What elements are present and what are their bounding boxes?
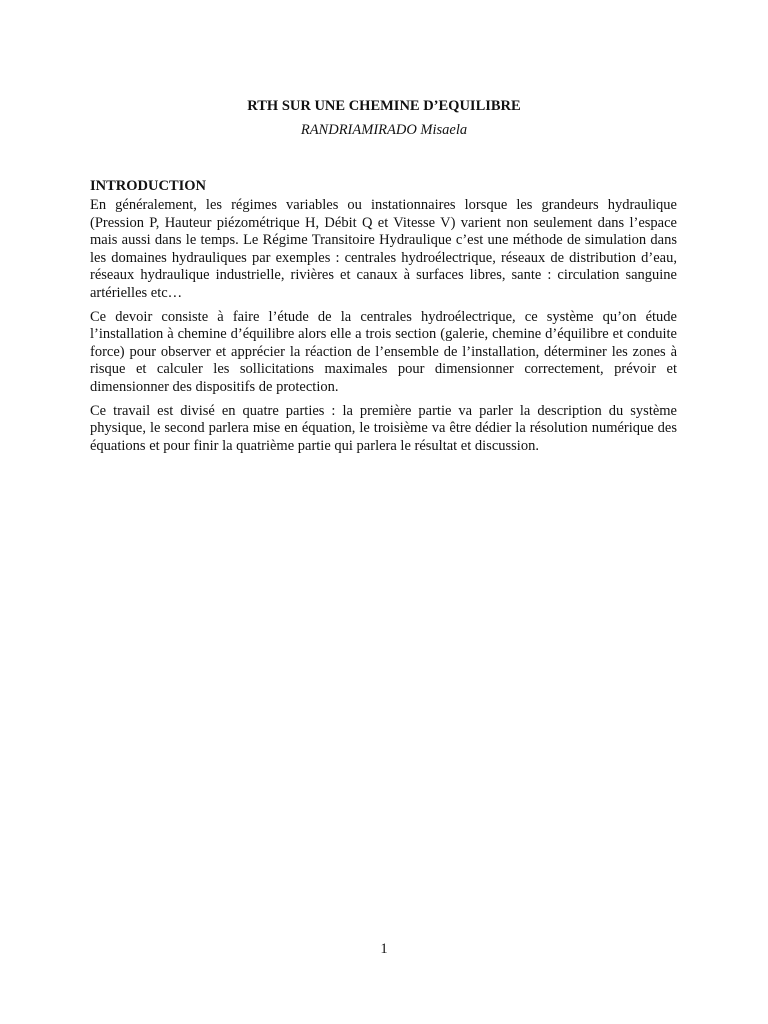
paragraph-1: En généralement, les régimes variables ou instationnaires lorsque les grandeurs hydraulique (Pression P, Hauteur piézométrique H, Débit Q et Vitesse V) varient non seulement dans l’espace mais aussi dans le temps. Le Régime Transitoire Hydraulique c’est une méthode de simulation dans les domaines hydrauliques par exemples : centrales hydroélectrique, réseaux de distribution d’eau, réseaux hydraulique industrielle, rivières et canaux à surfaces libres, sante : circulation sanguine artérielles etc…: [90, 197, 677, 301]
introduction-section: [90, 177, 677, 461]
paragraph-3: Ce travail est divisé en quatre parties : la première partie va parler la description du système physique, le second parlera mise en équation, le troisième va être dédier la résolution numérique des équations et pour finir la quatrième partie qui parlera le résultat et discussion.: [90, 402, 677, 454]
document-author: RANDRIAMIRADO Misaela: [300, 122, 468, 138]
document-title: RTH SUR UNE CHEMINE D’EQUILIBRE: [247, 98, 521, 114]
section-heading: INTRODUCTION: [90, 178, 207, 194]
paragraph-2: Ce devoir consiste à faire l’étude de la centrales hydroélectrique, ce système qu’on étude l’installation à chemine d’équilibre alors elle a trois section (galerie, chemine d’équilibre et conduite force) pour observer et apprécier la réaction de l’ensemble de l’installation, déterminer les zones à risque et calculer les sollicitations maximales pour dimensionner correctement, prévoir et dimensionner des dispositifs de protection.: [90, 308, 677, 395]
page-number: 1: [380, 941, 388, 957]
